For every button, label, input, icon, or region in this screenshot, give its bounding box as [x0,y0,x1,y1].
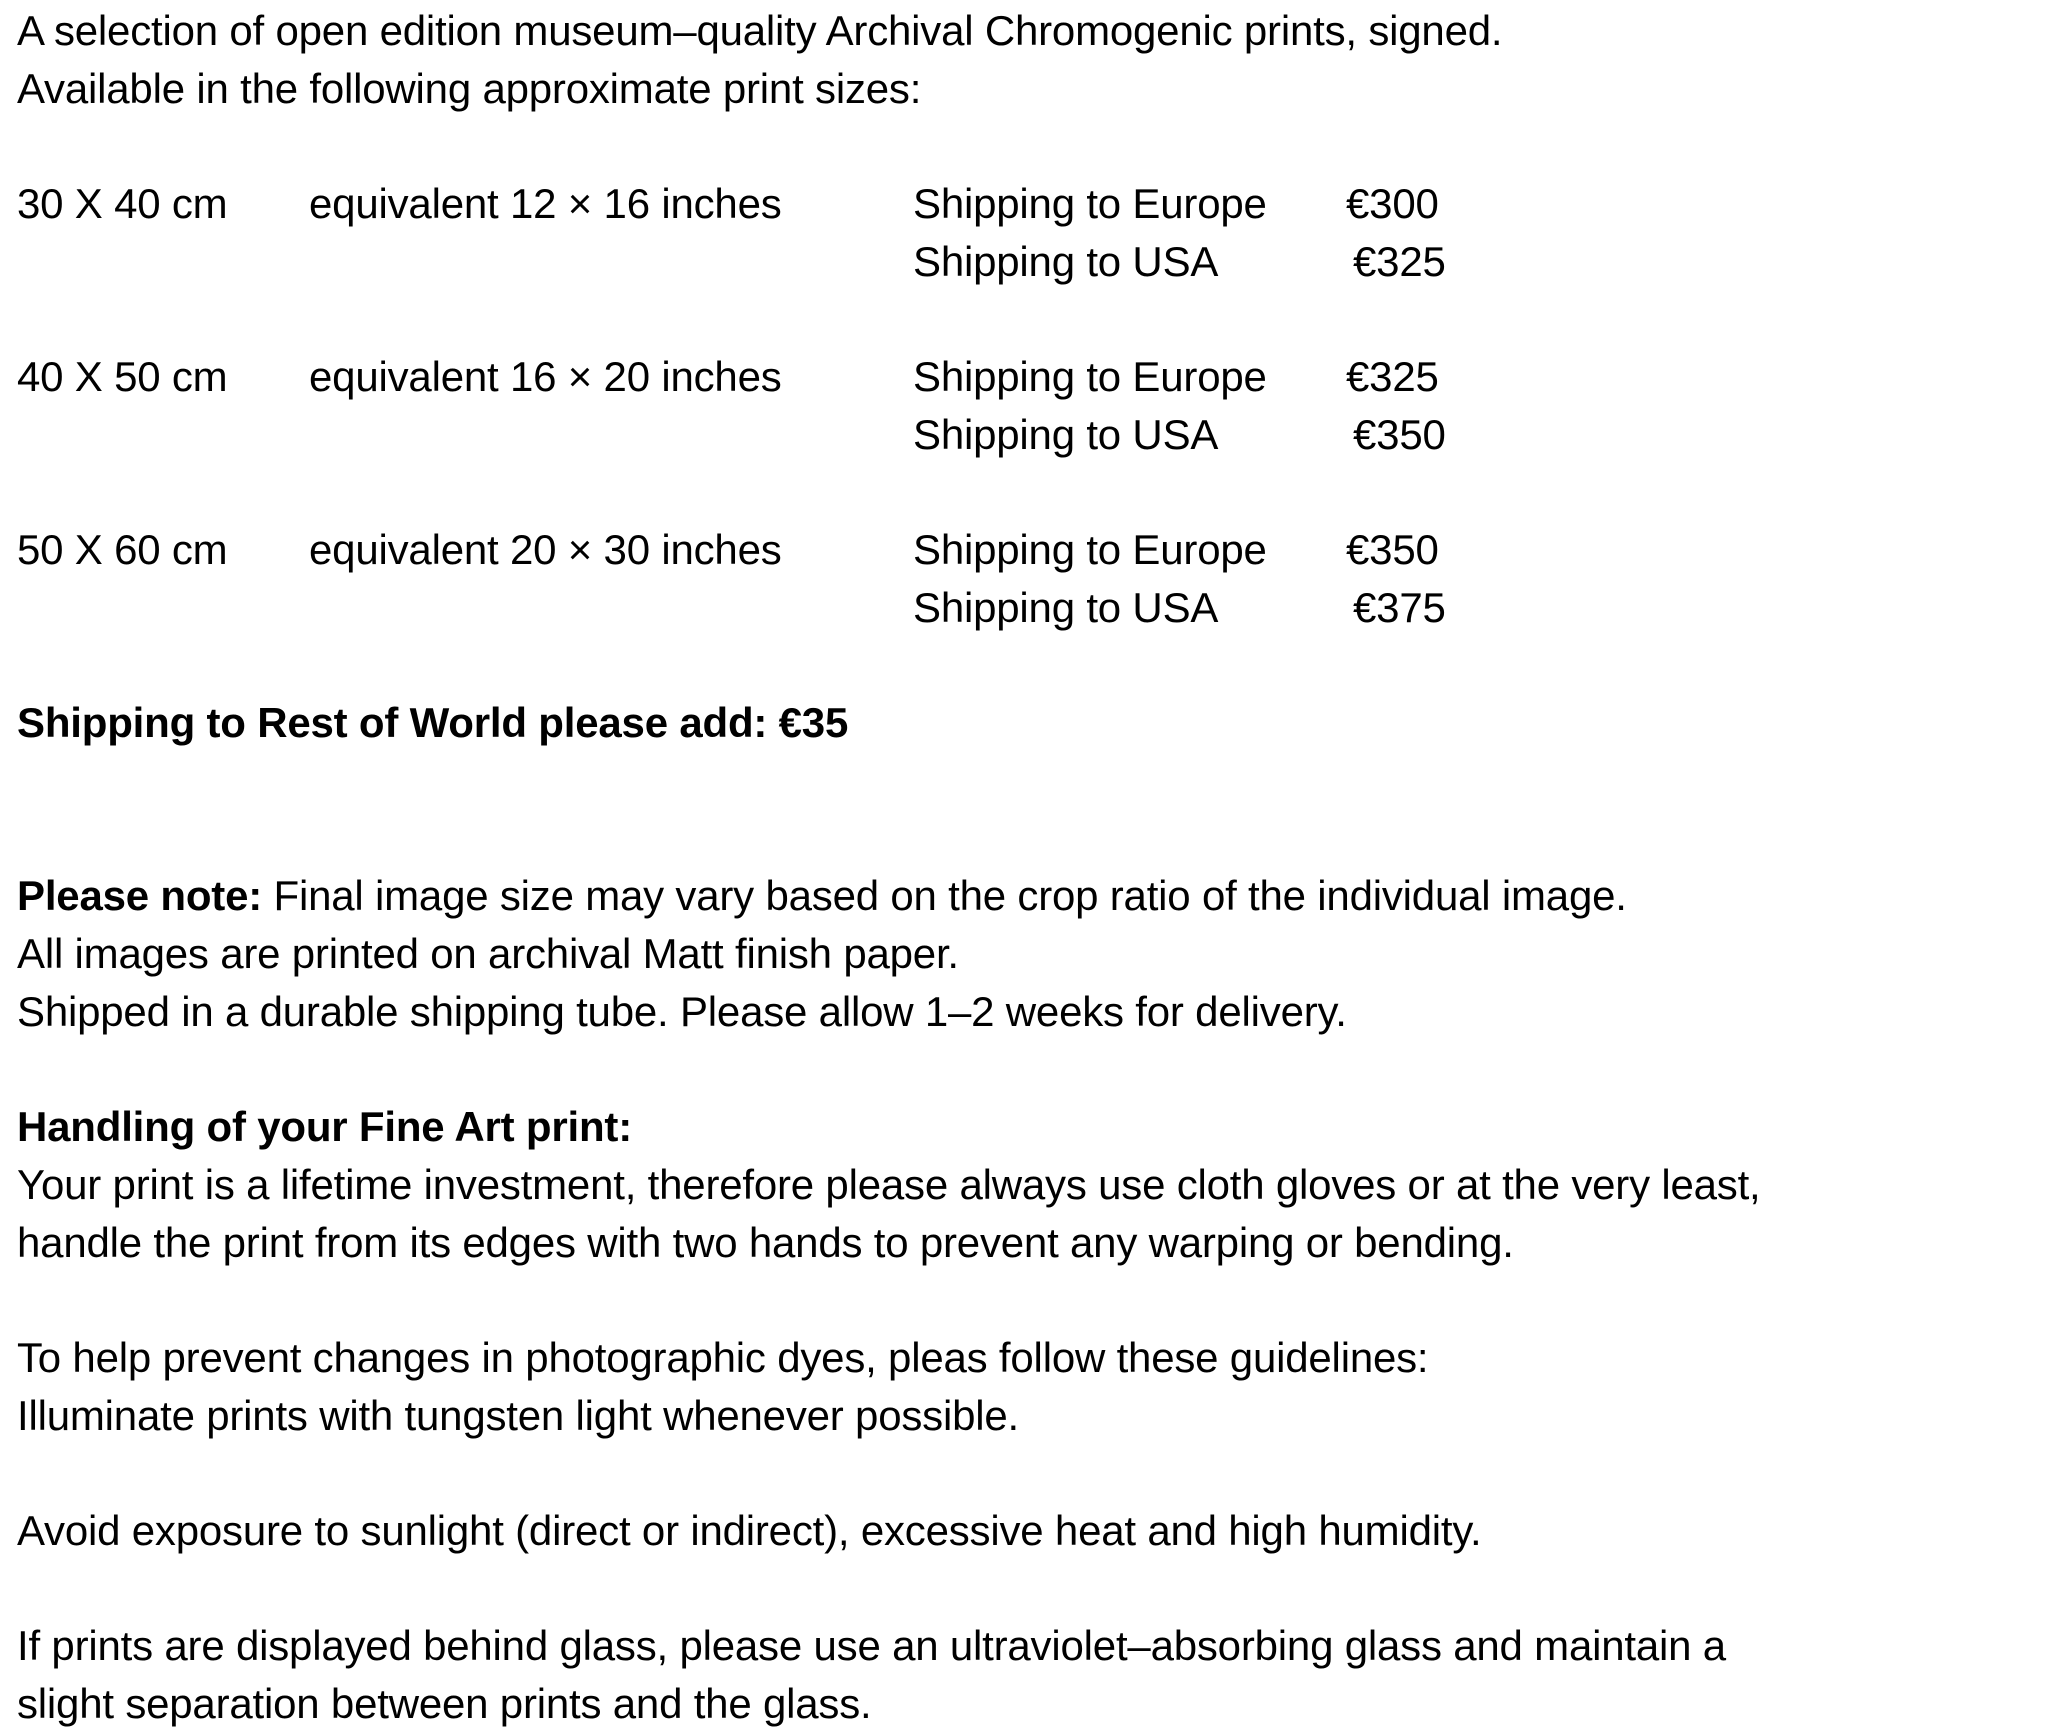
note-line-1 [17,867,1627,925]
size-label: 40 X 50 cm [17,353,228,400]
note-line-3: Shipped in a durable shipping tube. Please allow 1–2 weeks for delivery. [17,988,1347,1035]
intro-line-1: A selection of open edition museum–quality Archival Chromogenic prints, signed. [17,7,1503,54]
guidelines-line-5: slight separation between prints and the glass. [17,1680,872,1727]
shipping-usa-price: €325 [1353,238,1446,285]
note-text: Final image size may vary based on the crop ratio of the individual image. [262,872,1627,919]
shipping-europe-label: Shipping to Europe [913,180,1267,227]
shipping-europe-price: €325 [1346,353,1439,400]
size-equivalent: equivalent 16 × 20 inches [309,353,782,400]
shipping-usa-price: €350 [1353,411,1446,458]
size-equivalent: equivalent 20 × 30 inches [309,526,782,573]
shipping-europe-label: Shipping to Europe [913,353,1267,400]
note-label: Please note: [17,872,263,919]
size-label: 30 X 40 cm [17,180,228,227]
note-line-2: All images are printed on archival Matt finish paper. [17,930,959,977]
shipping-usa-label: Shipping to USA [913,411,1219,458]
intro-line-2: Available in the following approximate print sizes: [17,65,922,112]
handling-line-1: Your print is a lifetime investment, therefore please always use cloth gloves or at the very least, [17,1161,1761,1208]
shipping-europe-price: €350 [1346,526,1439,573]
handling-heading: Handling of your Fine Art print: [17,1103,632,1150]
shipping-usa-price: €375 [1353,584,1446,631]
guidelines-line-3: Avoid exposure to sunlight (direct or indirect), excessive heat and high humidity. [17,1507,1482,1554]
guidelines-line-4: If prints are displayed behind glass, please use an ultraviolet–absorbing glass and maintain a [17,1622,1726,1669]
shipping-usa-label: Shipping to USA [913,584,1219,631]
shipping-europe-price: €300 [1346,180,1439,227]
rest-of-world-shipping: Shipping to Rest of World please add: €35 [17,699,849,746]
size-equivalent: equivalent 12 × 16 inches [309,180,782,227]
shipping-europe-label: Shipping to Europe [913,526,1267,573]
guidelines-line-1: To help prevent changes in photographic dyes, pleas follow these guidelines: [17,1334,1429,1381]
handling-line-2: handle the print from its edges with two hands to prevent any warping or bending. [17,1219,1514,1266]
size-label: 50 X 60 cm [17,526,228,573]
shipping-usa-label: Shipping to USA [913,238,1219,285]
guidelines-line-2: Illuminate prints with tungsten light whenever possible. [17,1392,1020,1439]
